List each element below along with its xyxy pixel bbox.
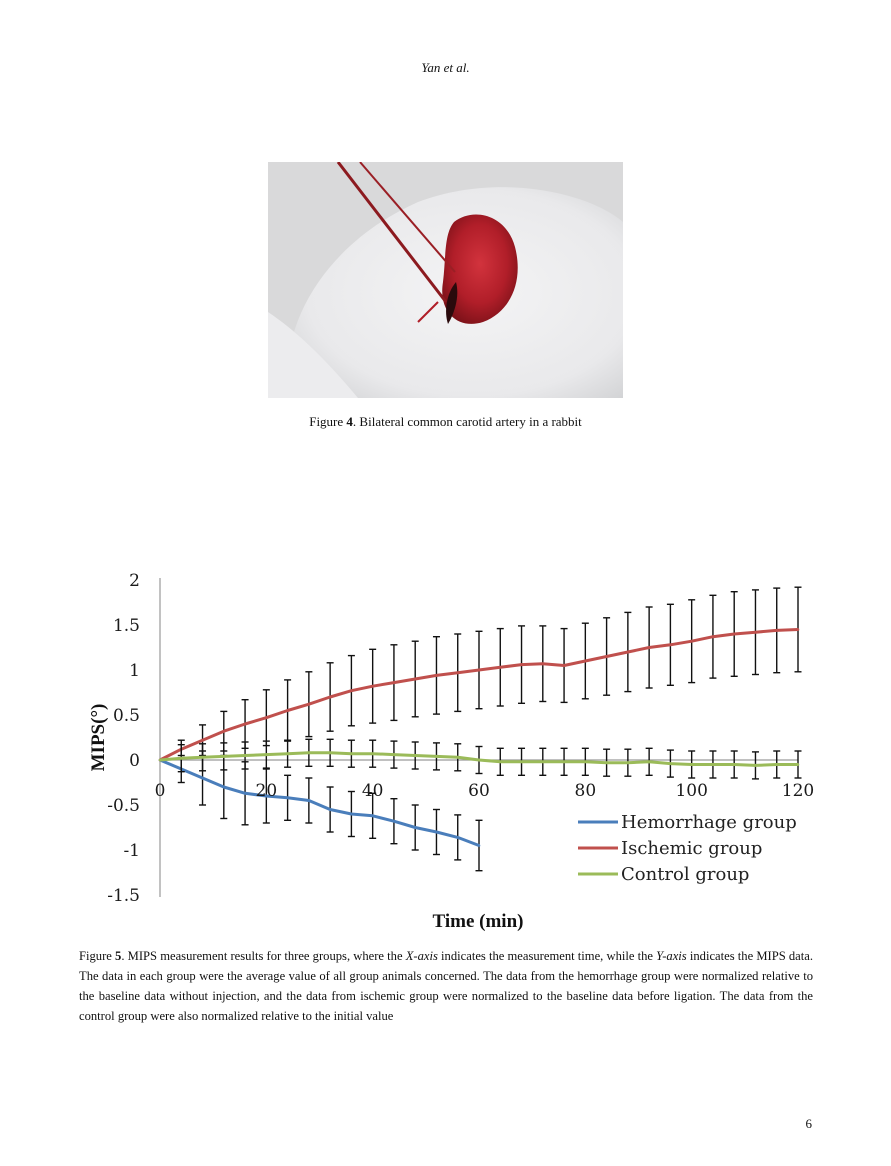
data-point <box>520 663 523 666</box>
data-point <box>414 826 417 829</box>
data-point <box>265 716 268 719</box>
page-number: 6 <box>805 1116 812 1131</box>
data-point <box>605 761 608 764</box>
y-tick-label: 2 <box>129 571 140 591</box>
data-point <box>499 666 502 669</box>
caption-part-0: . MIPS measurement results for three groups, where the <box>121 949 406 963</box>
data-point <box>733 763 736 766</box>
y-tick-label: -1.5 <box>107 886 140 906</box>
data-point <box>456 671 459 674</box>
x-tick-label: 80 <box>574 781 597 801</box>
caption-text: . Bilateral common carotid artery in a rabbit <box>352 414 582 429</box>
data-point <box>371 752 374 755</box>
data-point <box>435 831 438 834</box>
data-point <box>350 813 353 816</box>
data-point <box>775 629 778 632</box>
data-point <box>201 777 204 780</box>
data-point <box>563 761 566 764</box>
caption-body <box>79 949 813 1023</box>
data-point <box>542 761 545 764</box>
data-point <box>244 792 247 795</box>
data-point <box>223 755 226 758</box>
data-point <box>563 664 566 667</box>
data-point <box>754 764 757 767</box>
y-tick-label: 0 <box>129 751 140 771</box>
data-point <box>542 662 545 665</box>
legend-label: Ischemic group <box>621 838 763 859</box>
data-point <box>648 761 651 764</box>
data-point <box>627 761 630 764</box>
data-point <box>669 762 672 765</box>
data-point <box>393 820 396 823</box>
data-point <box>478 844 481 847</box>
data-point <box>456 836 459 839</box>
data-point <box>775 763 778 766</box>
caption-prefix: Figure <box>79 949 116 963</box>
data-point <box>180 757 183 760</box>
y-tick-label: 1 <box>129 661 140 681</box>
data-point <box>159 759 162 762</box>
y-tick-label: 1.5 <box>112 616 140 636</box>
data-point <box>414 678 417 681</box>
data-point <box>456 756 459 759</box>
data-point <box>286 709 289 712</box>
data-point <box>329 696 332 699</box>
data-point <box>712 635 715 638</box>
mips-line-chart <box>70 560 830 940</box>
data-point <box>435 674 438 677</box>
data-point <box>371 815 374 818</box>
data-point <box>308 703 311 706</box>
figure-4-photo <box>268 162 623 398</box>
data-point <box>733 633 736 636</box>
data-point <box>648 646 651 649</box>
data-point <box>669 644 672 647</box>
data-point <box>797 763 800 766</box>
y-tick-label: -1 <box>123 841 140 861</box>
data-point <box>414 754 417 757</box>
x-tick-label: 60 <box>468 781 490 801</box>
data-point <box>797 628 800 631</box>
figure-5-caption <box>79 946 813 1026</box>
y-axis-title: MIPS(°) <box>88 703 109 772</box>
legend-label: Hemorrhage group <box>621 812 797 833</box>
data-point <box>478 759 481 762</box>
series-control-group <box>159 739 802 779</box>
caption-part-4: indicates the MIPS data. The data in each group were the average value of all group animals concerned. The data from the hemorrhage group were normalized relative to the baseline data without injection, and the data from ischemic group were normalized to the baseline data before ligation. The data from the control group were also normalized relative to the initial value <box>79 949 813 1023</box>
running-head: Yan et al. <box>421 60 470 75</box>
figure-4-caption <box>0 414 891 430</box>
caption-part-2: indicates the measurement time, while the <box>437 949 657 963</box>
data-point <box>308 752 311 755</box>
data-point <box>478 669 481 672</box>
data-point <box>690 640 693 643</box>
x-tick-label: 0 <box>154 781 166 801</box>
data-point <box>329 808 332 811</box>
data-point <box>329 752 332 755</box>
data-point <box>244 723 247 726</box>
data-point <box>286 752 289 755</box>
data-point <box>499 761 502 764</box>
data-point <box>350 689 353 692</box>
data-point <box>712 763 715 766</box>
data-point <box>265 753 268 756</box>
figure-5-chart <box>70 560 830 945</box>
data-point <box>308 799 311 802</box>
caption-prefix: Figure <box>309 414 347 429</box>
data-point <box>393 753 396 756</box>
caption-number: 4 <box>346 414 353 429</box>
data-point <box>584 761 587 764</box>
caption-part-3: Y-axis <box>656 949 687 963</box>
legend-label: Control group <box>621 864 750 885</box>
x-tick-label: 40 <box>361 781 384 801</box>
data-point <box>627 651 630 654</box>
data-point <box>286 797 289 800</box>
y-tick-label: -0.5 <box>107 796 140 816</box>
data-point <box>605 655 608 658</box>
data-point <box>350 752 353 755</box>
data-point <box>393 681 396 684</box>
data-point <box>223 786 226 789</box>
data-point <box>754 631 757 634</box>
rabbit-surgery-image <box>268 162 623 398</box>
x-axis-title: Time (min) <box>432 911 524 932</box>
data-point <box>520 761 523 764</box>
data-point <box>223 730 226 733</box>
data-point <box>435 755 438 758</box>
data-point <box>371 685 374 688</box>
y-tick-label: 0.5 <box>112 706 140 726</box>
data-point <box>244 754 247 757</box>
caption-number: 5 <box>115 949 122 963</box>
x-tick-label: 20 <box>255 781 278 801</box>
x-tick-label: 100 <box>675 781 708 801</box>
data-point <box>690 763 693 766</box>
series-hemorrhage-group <box>159 751 483 871</box>
x-tick-label: 120 <box>781 781 815 801</box>
data-point <box>201 756 204 759</box>
caption-part-1: X-axis <box>405 949 438 963</box>
series-line <box>160 760 479 846</box>
series-ischemic-group <box>159 587 802 761</box>
data-point <box>201 739 204 742</box>
data-point <box>584 660 587 663</box>
